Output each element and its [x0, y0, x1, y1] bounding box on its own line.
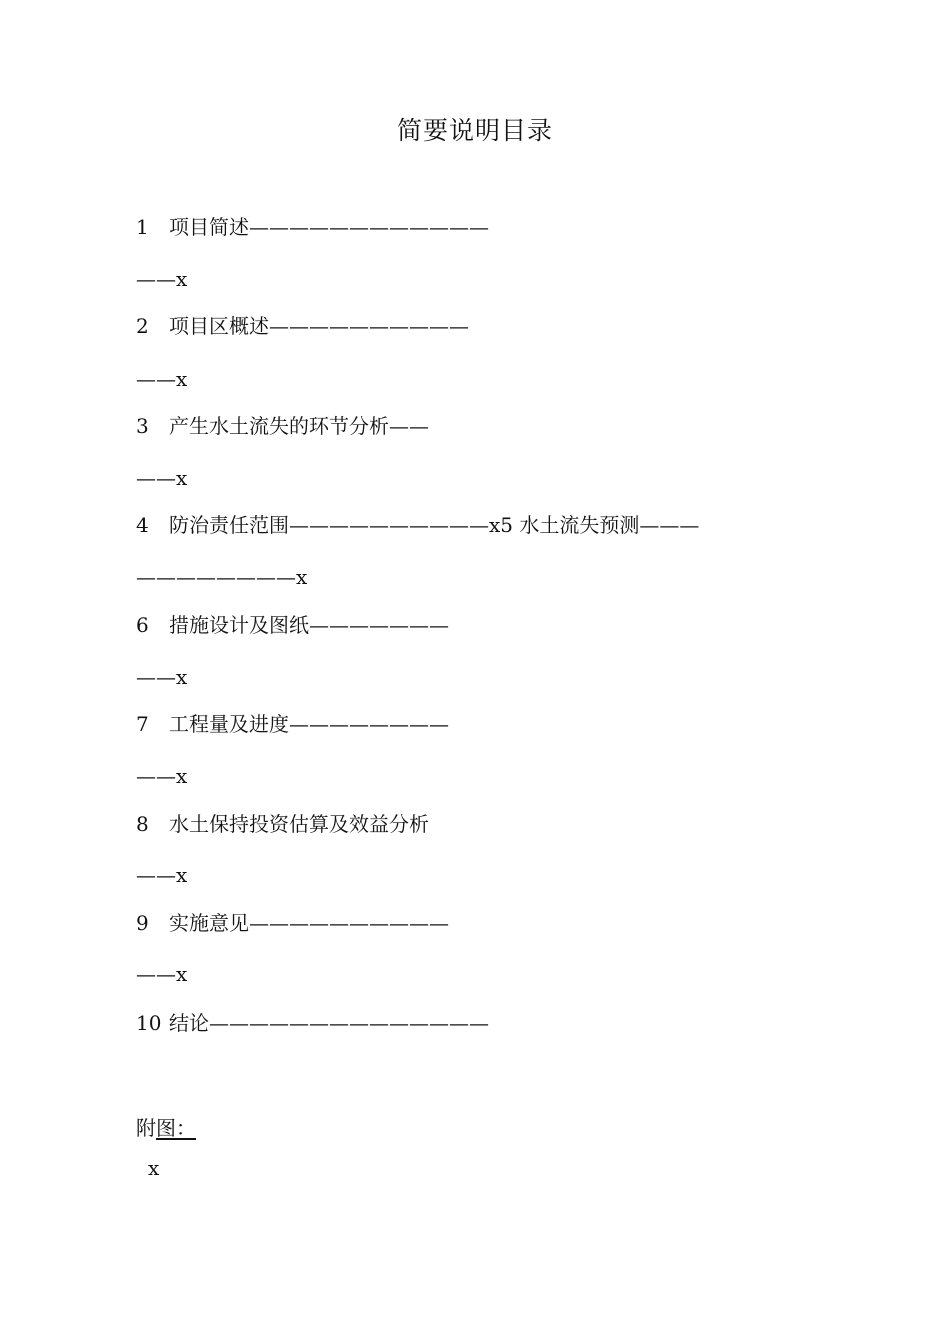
toc-title: 水土保持投资估算及效益分析: [169, 812, 429, 836]
toc-page-ref: ——x: [136, 962, 188, 986]
toc-page-ref: ——x: [136, 764, 188, 788]
toc-number: 7: [136, 712, 149, 736]
toc-entry-9[interactable]: [136, 910, 449, 936]
toc-number: 9: [136, 911, 149, 935]
appendix-item: x: [148, 1156, 160, 1180]
appendix-label-rest: 图：: [156, 1116, 196, 1140]
toc-number: 1: [136, 215, 149, 239]
toc-entry-3[interactable]: [136, 413, 429, 439]
toc-number: 6: [136, 613, 149, 637]
toc-entry-8[interactable]: [136, 811, 429, 837]
toc-page-ref: ——x: [136, 665, 188, 689]
toc-number: 4: [136, 513, 149, 537]
page-title: 简要说明目录: [396, 116, 553, 145]
toc-entry-2[interactable]: [136, 313, 469, 339]
toc-number: 2: [136, 314, 149, 338]
toc-page-ref: ——x: [136, 466, 188, 490]
toc-page-ref: ————————x: [136, 565, 308, 589]
toc-number: 10: [136, 1011, 162, 1035]
appendix-heading: [136, 1115, 196, 1141]
toc-page-ref: ——x: [136, 863, 188, 887]
toc-entry-1[interactable]: [136, 214, 489, 240]
toc-page-ref: ——x: [136, 267, 188, 291]
toc-page-ref: ——x: [136, 367, 188, 391]
toc-title: 产生水土流失的环节分析——: [169, 414, 429, 438]
toc-title: 项目简述————————————: [169, 215, 489, 239]
toc-title: 措施设计及图纸———————: [169, 613, 449, 637]
toc-entry-4[interactable]: [136, 512, 699, 538]
toc-entry-7[interactable]: [136, 711, 449, 737]
appendix-label-first: 附: [136, 1116, 156, 1140]
toc-title: 实施意见——————————: [169, 911, 449, 935]
toc-entry-10[interactable]: [136, 1010, 489, 1036]
toc-title: 防治责任范围——————————x5 水土流失预测———: [169, 513, 700, 537]
toc-number: 3: [136, 414, 149, 438]
toc-title: 工程量及进度————————: [169, 712, 449, 736]
toc-title: 项目区概述——————————: [169, 314, 469, 338]
toc-number: 8: [136, 812, 149, 836]
toc-title: 结论——————————————: [169, 1011, 489, 1035]
toc-entry-6[interactable]: [136, 612, 449, 638]
